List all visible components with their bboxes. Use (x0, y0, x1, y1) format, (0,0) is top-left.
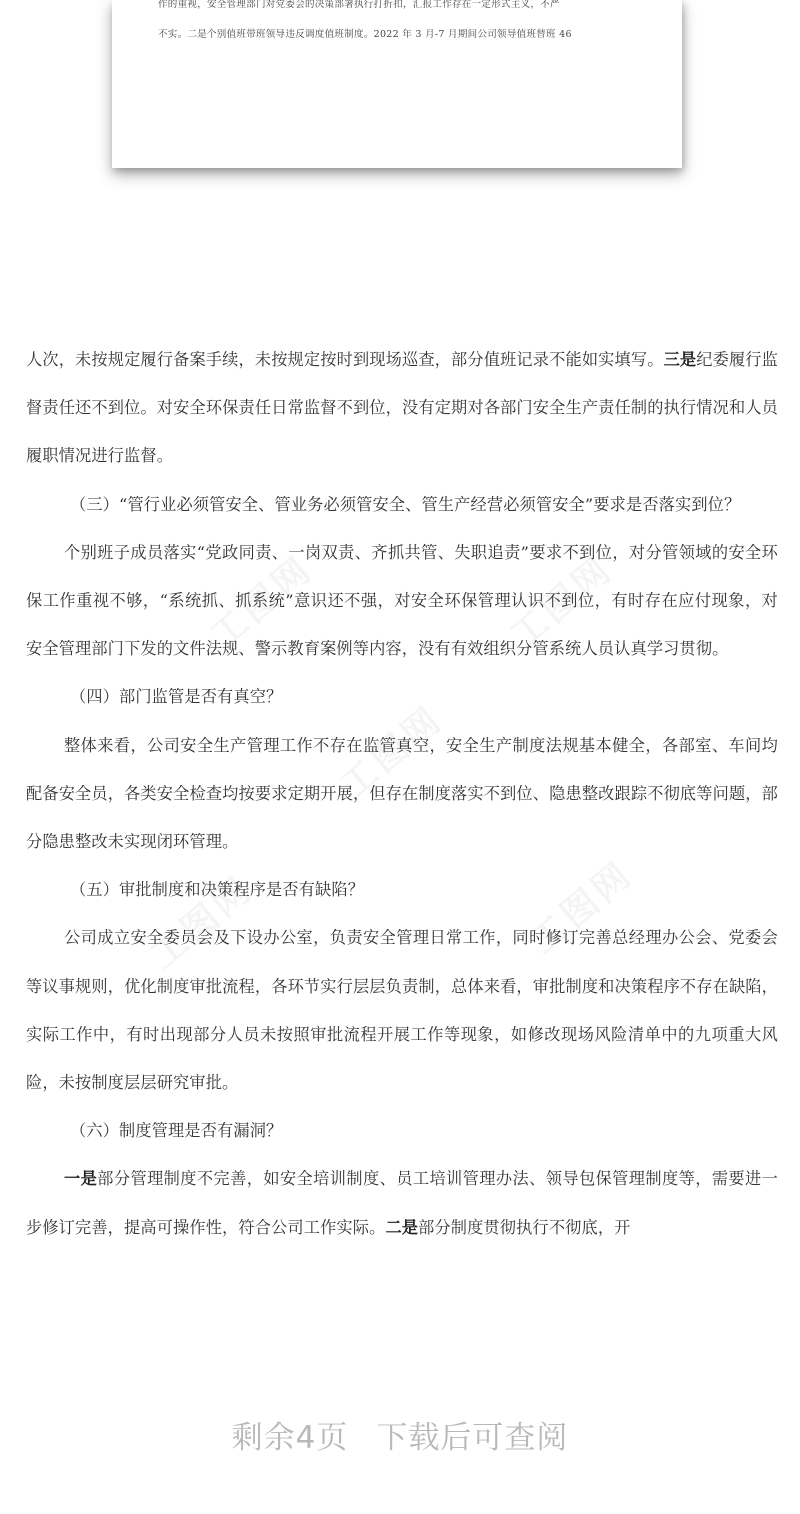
document-body (26, 336, 778, 1252)
preview-line: 不实。二是个别值班带班领导违反调度值班制度。2022 年 3 月-7 月期间公司领导值班替班 46 (158, 29, 572, 40)
download-label: 下载后可查阅 (376, 1420, 569, 1456)
paragraph: 整体来看，公司安全生产管理工作不存在监管真空，安全生产制度法规基本健全，各部室、车间均配备安全员，各类安全检查均按要求定期开展，但存在制度落实不到位、隐患整改跟踪不彻底等问题，部分隐患整改未实现闭环管理。 (26, 735, 778, 852)
preview-line: 作的重视，安全管理部门对党委会的决策部署执行打折扣，汇报工作存在一定形式主义，不严 (158, 0, 560, 10)
section-heading: （五）审批制度和决策程序是否有缺陷？ (70, 880, 365, 900)
paragraph: 公司成立安全委员会及下设办公室，负责安全管理日常工作，同时修订完善总经理办公会、党委会等议事规则，优化制度审批流程，各环节实行层层负责制，总体来看，审批制度和决策程序不存在缺陷，实际工作中，有时出现部分人员未按照审批流程开展工作等现象，如修改现场风险清单中的九项重大风险，未按制度层层研究审批。 (26, 928, 778, 1093)
download-to-read-more-link[interactable] (0, 1412, 800, 1457)
emphasis: 二是 (385, 1217, 419, 1237)
paragraph: 人次，未按规定履行备案手续，未按规定按时到现场巡查，部分值班记录不能如实填写。三是纪委履行监督责任还不到位。对安全环保责任日常监督不到位，没有定期对各部门安全生产责任制的执行情况和人员履职情况进行监督。 (26, 350, 778, 466)
emphasis: 三是 (663, 350, 697, 369)
paragraph: 个别班子成员落实“党政同责、一岗双责、齐抓共管、失职追责”要求不到位，对分管领域的安全环保工作重视不够，“系统抓、抓系统”意识还不强，对安全环保管理认识不到位，有时存在应付现象，对安全管理部门下发的文件法规、警示教育案例等内容，没有有效组织分管系统人员认真学习贯彻。 (26, 542, 778, 659)
paragraph: 一是部分管理制度不完善，如安全培训制度、员工培训管理办法、领导包保管理制度等，需要进一步修订完善，提高可操作性，符合公司工作实际。二是部分制度贯彻执行不彻底，开 (26, 1169, 778, 1237)
section-heading: （三）“管行业必须管安全、管业务必须管安全、管生产经营必须管安全”要求是否落实到位？ (70, 494, 741, 514)
section-heading: （四）部门监管是否有真空？ (70, 687, 283, 707)
section-heading: （六）制度管理是否有漏洞？ (70, 1121, 283, 1141)
emphasis: 一是 (64, 1169, 98, 1189)
remaining-pages-label: 剩余4页 (231, 1420, 349, 1456)
page-preview-card (112, 0, 682, 168)
